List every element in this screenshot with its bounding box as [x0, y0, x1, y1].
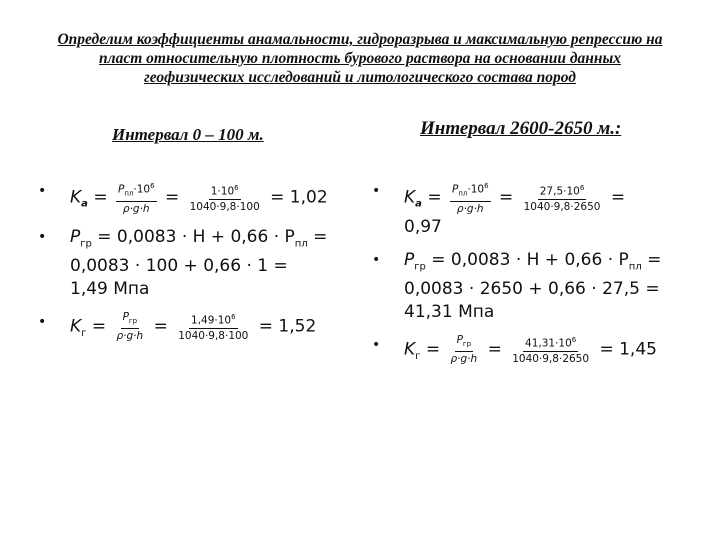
formula-line: 0,0083 · 100 + 0,66 · 1 = [70, 256, 288, 277]
formula-line: $K_a$ = $\frac{P_{пл}\cdot 10^6}{\rho\cdot g\cdot h}$ = $\frac{27,5\cdot 10^6}{1040\cdot 9,8\cdot 2650}$ = [404, 182, 626, 215]
interval-heading-left: Интервал 0 – 100 м. [112, 125, 264, 144]
left-formulas [38, 180, 358, 355]
fraction: $\frac{1\cdot 10^6}{1040\cdot 9,8\cdot 100}$ [189, 184, 260, 213]
result: = 1,02 [270, 187, 328, 208]
formula-line: $P_{гр} = 0,0083 \cdot H + 0,66 \cdot P_{пл}$ = [404, 249, 662, 273]
bullet: • [372, 183, 381, 199]
result: = 1,52 [258, 316, 317, 337]
fraction: $\frac{P_{пл}\cdot 10^6}{\rho\cdot g\cdot h}$ [451, 182, 489, 215]
formula-line: $K_г$ = $\frac{P_{гр}}{\rho\cdot g\cdot h}$ = $\frac{1,49\cdot 10^6}{1040\cdot 9,8\cdot 100}$ = 1,52 [70, 311, 317, 343]
formula-ka-right [372, 180, 707, 239]
interval-heading-right: Интервал 2600-2650 м.: [420, 118, 622, 139]
bullet: • [38, 314, 47, 331]
formula-line: 1,49 Мпа [70, 279, 150, 300]
right-formulas [372, 180, 707, 378]
formula-pgr-left [38, 226, 358, 301]
formula-line: $K_a$ = $\frac{P_{пл}\cdot 10^6}{\rho\cdot g\cdot h}$ = $\frac{1\cdot 10^6}{1040\cdot 9,8\cdot 100}$ = 1,02 [70, 182, 328, 215]
formula-line: $P_{гр} = 0,0083 \cdot H + 0,66 \cdot P_{пл}$ = [70, 226, 328, 250]
formula-line: $K_г$ = $\frac{P_{гр}}{\rho\cdot g\cdot h}$ = $\frac{41,31\cdot 10^6}{1040\cdot 9,8\cdot 2650}$ = 1,45 [404, 334, 657, 366]
formula-line: 41,31 Мпа [404, 302, 495, 323]
formula-pgr-right [372, 249, 707, 324]
formula-line: 0,0083 · 2650 + 0,66 · 27,5 = [404, 279, 660, 300]
fraction: $\frac{41,31\cdot 10^6}{1040\cdot 9,8\cdot 2650}$ [512, 336, 590, 365]
result: = 1,45 [599, 339, 657, 360]
fraction: $\frac{P_{гр}}{\rho\cdot g\cdot h}$ [450, 334, 478, 366]
bullet: • [372, 337, 381, 354]
result: = [610, 187, 626, 208]
fraction: $\frac{27,5\cdot 10^6}{1040\cdot 9,8\cdot 2650}$ [523, 184, 601, 213]
fraction: $\frac{P_{пл}\cdot 10^6}{\rho\cdot g\cdot h}$ [117, 182, 155, 215]
bullet: • [38, 228, 47, 245]
formula-ka-left [38, 180, 358, 216]
bullet: • [372, 251, 381, 268]
formula-kg-right [372, 334, 707, 368]
formula-line: 0,97 [404, 216, 442, 237]
page-title: Определим коэффициенты анамальности, гидроразрыва и максимальную репрессию на пласт относительную плотность бурового раствора на основании данных геофизических исследований и литологического состава пород [57, 31, 663, 86]
fraction: $\frac{P_{гр}}{\rho\cdot g\cdot h}$ [116, 311, 144, 343]
formula-kg-left [38, 311, 358, 345]
fraction: $\frac{1,49\cdot 10^6}{1040\cdot 9,8\cdot 100}$ [178, 313, 249, 342]
bullet: • [38, 183, 47, 199]
